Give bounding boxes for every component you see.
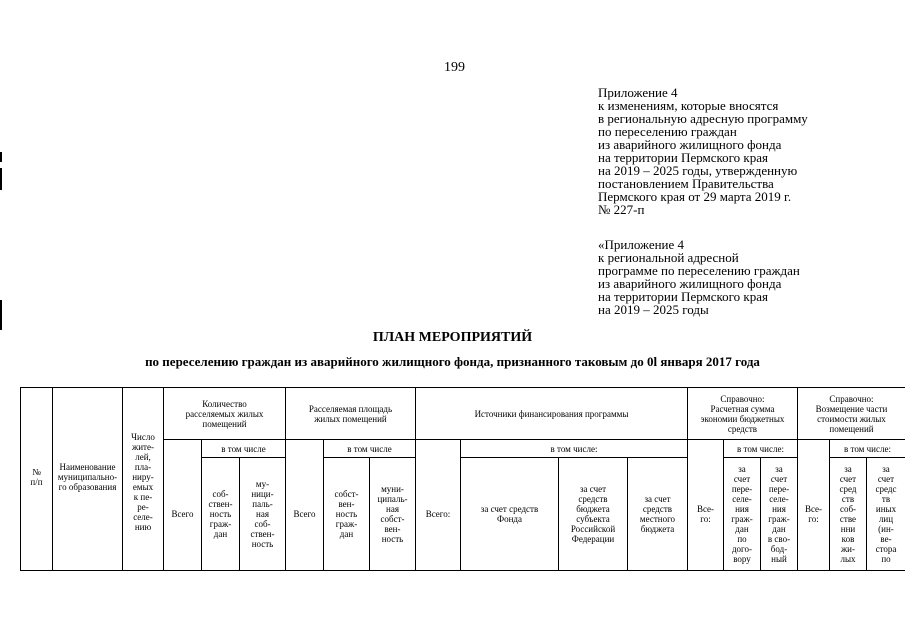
appendix2-line: на 2019 – 2025 годы <box>598 302 709 317</box>
scan-edge-mark-low <box>0 300 2 330</box>
group-sources: Источники финансирования программы <box>474 409 629 419</box>
appendix-line: на 2019 – 2025 годы, утвержденную <box>598 163 798 178</box>
area-private: собст- вен- ность граж- дан <box>334 489 359 539</box>
compensation-owners: за счет сред ств соб- стве нни ков жи- лых <box>839 464 857 564</box>
appendix-original-header <box>598 238 800 316</box>
count-municipal: му- ници- паль- ная соб- ствен- ность <box>250 479 275 549</box>
table-line <box>20 570 905 571</box>
compensation-other: за счет средс тв иных лиц (ин- ве- стора по <box>875 464 897 564</box>
subheader-including: в том числе: <box>844 443 891 454</box>
appendix2-line: «Приложение 4 <box>598 237 685 252</box>
plan-table-header <box>20 387 905 571</box>
area-municipal: муни- ципаль- ная собст- вен- ность <box>377 484 408 544</box>
document-subtitle: по переселению граждан из аварийного жилищного фонда, признанного таковым до 0l января 2017 года <box>145 354 760 369</box>
appendix2-line: на территории Пермского края <box>598 289 768 304</box>
count-private: соб- ствен- ность граж- дан <box>208 489 233 539</box>
appendix-line: Приложение 4 <box>598 85 678 100</box>
area-total: Всего <box>293 508 316 519</box>
group-count: Количество расселяемых жилых помещений <box>185 399 264 429</box>
header-municipality: Наименование муниципально- го образования <box>57 462 118 492</box>
subheader-including: в том числе: <box>737 443 784 454</box>
table-line <box>20 387 905 388</box>
appendix-line: № 227-п <box>598 202 645 217</box>
appendix2-line: из аварийного жилищного фонда <box>598 276 782 291</box>
appendix-line: из аварийного жилищного фонда <box>598 137 782 152</box>
sources-fund: за счет средств Фонда <box>480 504 539 524</box>
page-number: 199 <box>444 60 465 75</box>
sources-local: за счет средств местного бюджета <box>639 494 676 534</box>
appendix2-line: программе по переселению граждан <box>598 263 800 278</box>
appendix-line: в региональную адресную программу <box>598 111 808 126</box>
savings-total: Все- го: <box>696 503 715 524</box>
appendix-line: на территории Пермского края <box>598 150 768 165</box>
scan-edge-mark-top <box>0 152 2 162</box>
subheader-including: в том числе <box>347 443 392 454</box>
subheader-including: в том числе: <box>550 443 598 454</box>
group-savings: Справочно: Расчетная сумма экономии бюджетных средств <box>700 394 785 434</box>
document-title: ПЛАН МЕРОПРИЯТИЙ <box>372 330 533 345</box>
appendix-line: к изменениям, которые вносятся <box>598 98 779 113</box>
appendix2-line: к региональной адресной <box>598 250 739 265</box>
savings-contract: за счет пере- селе- ния граж- дан по дого- вору <box>731 464 753 564</box>
scan-edge-mark-mid <box>0 168 2 190</box>
subheader-including: в том числе <box>221 443 266 454</box>
sources-total: Всего: <box>425 508 451 519</box>
count-total: Всего <box>171 508 194 519</box>
compensation-total: Все- го: <box>804 503 823 524</box>
sources-region: за счет средств бюджета субъекта Российской Федерации <box>570 484 616 544</box>
appendix-line: постановлением Правительства <box>598 176 774 191</box>
appendix-line: Пермского края от 29 марта 2019 г. <box>598 189 792 204</box>
header-residents: Число жите- лей, пла- ниру- емых к пе- ре- селе- нию <box>131 432 155 532</box>
group-compensation: Справочно: Возмещение части стоимости жилых помещений <box>815 394 888 434</box>
header-num: № п/п <box>30 467 43 487</box>
appendix-line: по переселению граждан <box>598 124 737 139</box>
savings-free: за счет пере- селе- ния граж- дан в сво- бод- ный <box>767 464 791 564</box>
appendix-header <box>598 86 808 216</box>
group-area: Расселяемая площадь жилых помещений <box>308 404 393 424</box>
